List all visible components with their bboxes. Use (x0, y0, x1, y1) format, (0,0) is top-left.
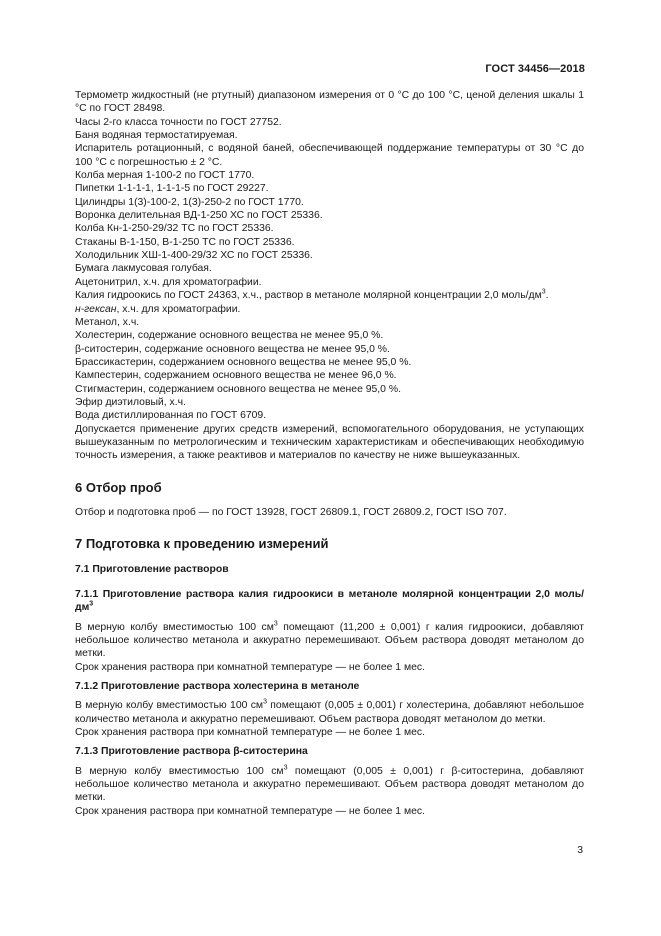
equipment-item: Цилиндры 1(3)-100-2, 1(3)-250-2 по ГОСТ 1770. (75, 196, 304, 208)
reagent-item: Эфир диэтиловый, х.ч. (75, 396, 186, 408)
equipment-item: Колба Кн-1-250-29/32 ТС по ГОСТ 25336. (75, 223, 274, 235)
subsection-7-1-3-heading: 7.1.3 Приготовление раствора β-ситостерина (75, 746, 308, 758)
page-content (75, 89, 584, 818)
reagent-item: Стигмастерин, содержанием основного вещества не менее 95,0 %. (75, 383, 401, 395)
storage-note: Срок хранения раствора при комнатной температуре — не более 1 мес. (75, 727, 425, 739)
equipment-item: Колба мерная 1-100-2 по ГОСТ 1770. (75, 170, 255, 182)
section-6-heading: 6 Отбор проб (75, 479, 162, 495)
document-code: ГОСТ 34456—2018 (485, 63, 585, 75)
equipment-item: Ацетонитрил, х.ч. для хроматографии. (75, 276, 262, 288)
equipment-item: Бумага лакмусовая голубая. (75, 263, 212, 275)
equipment-item: Холодильник ХШ-1-400-29/32 ХС по ГОСТ 25336. (75, 250, 313, 262)
storage-note: Срок хранения раствора при комнатной температуре — не более 1 мес. (75, 661, 425, 673)
reagent-item: Брассикастерин, содержанием основного вещества не менее 95,0 %. (75, 356, 412, 368)
reagent-item: Холестерин, содержание основного вещества не менее 95,0 %. (75, 330, 384, 342)
equipment-item: Часы 2-го класса точности по ГОСТ 27752. (75, 116, 282, 128)
equipment-item: Испаритель ротационный, с водяной баней, обеспечивающей поддержание температуры от 30 °С до 100 °С с погрешностью ± 2 °С. (75, 143, 584, 168)
reagent-item: Вода дистиллированная по ГОСТ 6709. (75, 410, 267, 422)
subsection-7-1-heading: 7.1 Приготовление растворов (75, 563, 229, 575)
allowance-paragraph: Допускается применение других средств измерений, вспомогательного оборудования, не уступающих вышеуказанным по метрологическим и техническим характеристикам и обеспечивающих необходимую точность измерения, а также реактивов и материалов по качеству не ниже вышеуказанных. (75, 423, 584, 462)
subsection-7-1-1-heading: 7.1.1 Приготовление раствора калия гидроокиси в метаноле молярной концентрации 2,0 моль/$дм^3$ (75, 589, 584, 614)
reagent-item: β-ситостерин, содержание основного вещества не менее 95,0 %. (75, 343, 390, 355)
section-7-heading: 7 Подготовка к проведению измерений (75, 536, 329, 552)
reagent-hexane: н-гексан, х.ч. для хроматографии. (75, 303, 241, 315)
equipment-item: Воронка делительная ВД-1-250 ХС по ГОСТ 25336. (75, 210, 323, 222)
equipment-item: Баня водяная термостатируемая. (75, 130, 238, 142)
equipment-item: Термометр жидкостный (не ртутный) диапазоном измерения от 0 °С до 100 °С, ценой деления шкалы 1 °С по ГОСТ 28498. (75, 90, 584, 115)
paragraph-7-1-3: В мерную колбу вместимостью 100 $см^3$ помещают (0,005 ± 0,001) г β-ситостерина, добавляют небольшое количество метанола и аккуратно перемешивают. Объем раствора доводят метанолом до метки. (75, 764, 584, 804)
equipment-item: Пипетки 1-1-1-1, 1-1-1-5 по ГОСТ 29227. (75, 183, 269, 195)
paragraph-7-1-1: В мерную колбу вместимостью 100 $см^3$ помещают (11,200 ± 0,001) г калия гидроокиси, добавляют небольшое количество метанола и аккуратно перемешивают. Объем раствора доводят метанолом до метки. (75, 620, 584, 660)
reagent-item: Кампестерин, содержанием основного вещества не менее 96,0 %. (75, 370, 397, 382)
section-6-text: Отбор и подготовка проб — по ГОСТ 13928, ГОСТ 26809.1, ГОСТ 26809.2, ГОСТ ISO 707. (75, 506, 507, 518)
reagent-koh: Калия гидроокись по ГОСТ 24363, х.ч., раствор в метаноле молярной концентрации 2,0 моль/$дм^3$. (75, 288, 549, 302)
storage-note: Срок хранения раствора при комнатной температуре — не более 1 мес. (75, 805, 425, 817)
subsection-7-1-2-heading: 7.1.2 Приготовление раствора холестерина в метаноле (75, 681, 360, 693)
page-number: 3 (577, 845, 583, 856)
equipment-item: Стаканы В-1-150, В-1-250 ТС по ГОСТ 25336. (75, 236, 295, 248)
paragraph-7-1-2: В мерную колбу вместимостью 100 $см^3$ помещают (0,005 ± 0,001) г холестерина, добавляют небольшое количество метанола и аккуратно перемешивают. Объем раствора доводят метанолом до метки. (75, 698, 584, 725)
reagent-item: Метанол, х.ч. (75, 316, 140, 328)
